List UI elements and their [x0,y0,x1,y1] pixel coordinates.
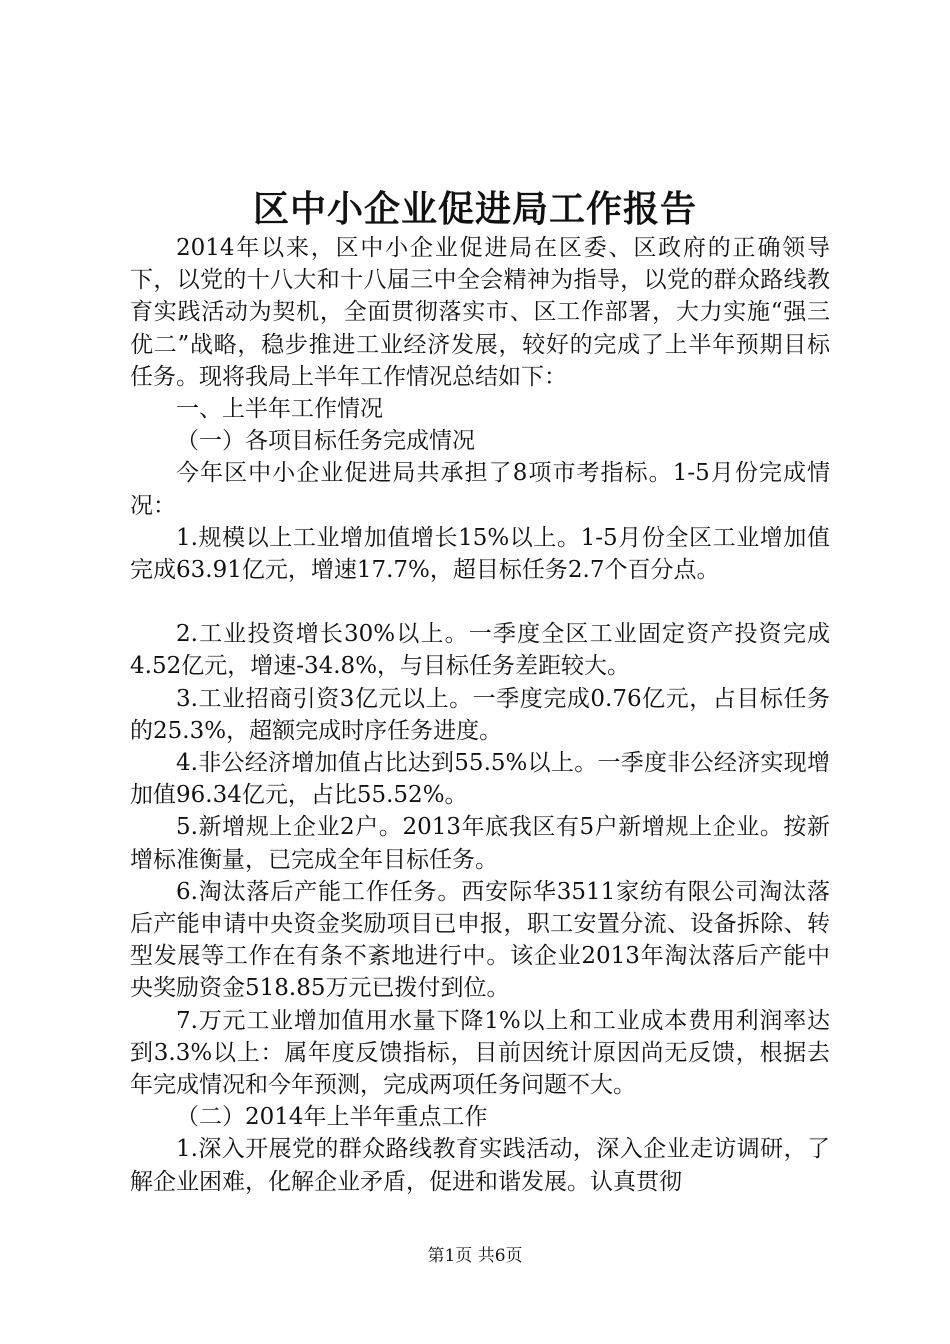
paragraph-work-1: 1.深入开展党的群众路线教育实践活动，深入企业走访调研，了解企业困难，化解企业矛盾，促进和谐发展。认真贯彻 [130,1136,830,1195]
document-title: 区中小企业促进局工作报告 [252,188,697,230]
paragraph-item-5: 5.新增规上企业2户。2013年底我区有5户新增规上企业。按新增标准衡量，已完成全年目标任务。 [130,814,830,873]
paragraph-item-4: 4.非公经济增加值占比达到55.5%以上。一季度非公经济实现增加值96.34亿元，占比55.52%。 [130,750,830,809]
section-heading-1: 一、上半年工作情况 [176,396,383,423]
paragraph-item-6: 6.淘汰落后产能工作任务。西安际华3511家纺有限公司淘汰落后产能申请中央资金奖励项目已申报，职工安置分流、设备拆除、转型发展等工作在有条不紊地进行中。该企业2013年淘汰落后产能中央奖励资金518.85万元已拨付到位。 [130,878,830,1002]
paragraph-item-3: 3.工业招商引资3亿元以上。一季度完成0.76亿元，占目标任务的25.3%，超额完成时序任务进度。 [130,685,830,744]
paragraph-intro: 2014年以来，区中小企业促进局在区委、区政府的正确领导下，以党的十八大和十八届三中全会精神为指导，以党的群众路线教育实践活动为契机，全面贯彻落实市、区工作部署，大力实施“强三优二”战略，稳步推进工业经济发展，较好的完成了上半年预期目标任务。现将我局上半年工作情况总结如下： [130,235,830,390]
paragraph-item-2: 2.工业投资增长30%以上。一季度全区工业固定资产投资完成4.52亿元，增速-34.8%，与目标任务差距较大。 [130,621,830,680]
document-body [130,232,830,1198]
paragraph-indicators-intro: 今年区中小企业促进局共承担了8项市考指标。1-5月份完成情况： [130,460,830,519]
subsection-heading-2: （二）2014年上半年重点工作 [176,1104,488,1131]
page-footer: 第1页 共6页 [427,1246,523,1266]
subsection-heading-1: （一）各项目标任务完成情况 [176,428,475,455]
paragraph-item-1: 1.规模以上工业增加值增长15%以上。1-5月份全区工业增加值完成63.91亿元，增速17.7%，超目标任务2.7个百分点。 [130,524,830,584]
paragraph-item-7: 7.万元工业增加值用水量下降1%以上和工业成本费用利润率达到3.3%以上：属年度反馈指标，目前因统计原因尚无反馈，根据去年完成情况和今年预测，完成两项任务问题不大。 [130,1007,830,1099]
